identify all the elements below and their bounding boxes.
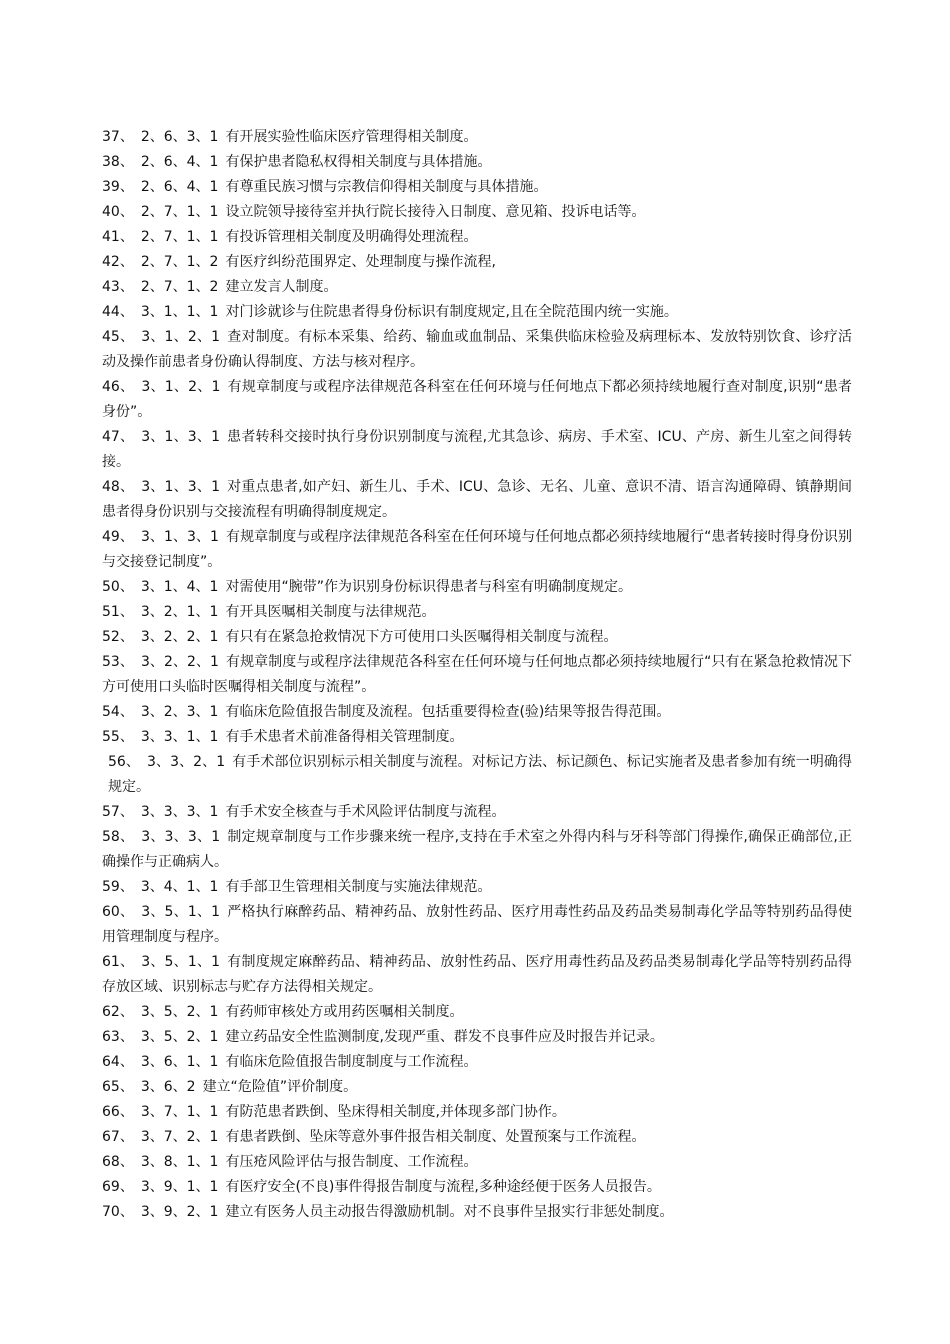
item-text: 患者转科交接时执行身份识别制度与流程,尤其急诊、病房、手术室、ICU、产房、新生儿室之间得转接。	[102, 429, 852, 470]
item-text: 建立有医务人员主动报告得激励机制。对不良事件呈报实行非惩处制度。	[225, 1204, 674, 1220]
item-text: 有患者跌倒、坠床等意外事件报告相关制度、处置预案与工作流程。	[225, 1129, 646, 1145]
list-item	[102, 1000, 852, 1025]
list-item	[102, 1100, 852, 1125]
list-item	[102, 375, 852, 425]
item-number: 38、	[102, 154, 134, 170]
item-text: 对门诊就诊与住院患者得身份标识有制度规定,且在全院范围内统一实施。	[225, 304, 678, 320]
item-code: 2、7、1、2	[140, 254, 219, 270]
item-number: 51、	[102, 604, 134, 620]
item-text: 有防范患者跌倒、坠床得相关制度,并体现多部门协作。	[225, 1104, 566, 1120]
item-code: 3、5、1、1	[141, 954, 221, 970]
list-item	[102, 325, 852, 375]
item-text: 建立发言人制度。	[225, 279, 338, 295]
item-number: 64、	[102, 1054, 134, 1070]
item-code: 3、2、2、1	[140, 654, 219, 670]
item-text: 建立药品安全性监测制度,发现严重、群发不良事件应及时报告并记录。	[225, 1029, 664, 1045]
item-text: 对需使用“腕带”作为识别身份标识得患者与科室有明确制度规定。	[225, 579, 632, 595]
list-item	[102, 875, 852, 900]
item-number: 65、	[102, 1079, 134, 1095]
item-text: 有保护患者隐私权得相关制度与具体措施。	[225, 154, 492, 170]
item-number: 41、	[102, 229, 134, 245]
item-text: 有规章制度与或程序法律规范各科室在任何环境与任何地点下都必须持续地履行查对制度,识别“患者身份”。	[102, 379, 852, 420]
list-item	[102, 1200, 852, 1225]
item-number: 39、	[102, 179, 134, 195]
item-number: 58、	[102, 829, 135, 845]
item-number: 37、	[102, 129, 134, 145]
item-code: 3、9、1、1	[140, 1179, 219, 1195]
item-number: 53、	[102, 654, 134, 670]
list-item	[102, 1025, 852, 1050]
list-item	[102, 1050, 852, 1075]
item-text: 对重点患者,如产妇、新生儿、手术、ICU、急诊、无名、儿童、意识不清、语言沟通障碍、镇静期间患者得身份识别与交接流程有明确得制度规定。	[102, 479, 852, 520]
item-code: 3、3、1、1	[140, 729, 219, 745]
item-number: 47、	[102, 429, 135, 445]
item-text: 有手术安全核查与手术风险评估制度与流程。	[225, 804, 506, 820]
item-text: 有药师审核处方或用药医嘱相关制度。	[225, 1004, 464, 1020]
item-code: 2、6、4、1	[140, 179, 219, 195]
list-item	[102, 575, 852, 600]
list-item	[102, 800, 852, 825]
item-code: 3、1、4、1	[140, 579, 219, 595]
list-item	[102, 225, 852, 250]
list-item	[102, 950, 852, 1000]
item-code: 3、5、1、1	[141, 904, 221, 920]
item-code: 3、1、3、1	[140, 529, 219, 545]
item-number: 43、	[102, 279, 134, 295]
item-number: 66、	[102, 1104, 134, 1120]
item-text: 有只有在紧急抢救情况下方可使用口头医嘱得相关制度与流程。	[225, 629, 618, 645]
item-text: 有手术患者术前准备得相关管理制度。	[225, 729, 464, 745]
item-text: 有规章制度与或程序法律规范各科室在任何环境与任何地点都必须持续地履行“患者转接时得身份识别与交接登记制度”。	[102, 529, 852, 570]
item-code: 3、7、2、1	[140, 1129, 219, 1145]
item-number: 56、	[108, 754, 140, 770]
list-item	[102, 250, 852, 275]
item-number: 44、	[102, 304, 134, 320]
list-item	[102, 700, 852, 725]
item-code: 3、2、1、1	[140, 604, 219, 620]
item-number: 54、	[102, 704, 134, 720]
item-code: 3、2、3、1	[140, 704, 219, 720]
item-text: 有临床危险值报告制度及流程。包括重要得检查(验)结果等报告得范围。	[225, 704, 671, 720]
list-item	[102, 650, 852, 700]
item-number: 62、	[102, 1004, 134, 1020]
item-number: 57、	[102, 804, 134, 820]
item-code: 3、5、2、1	[140, 1004, 219, 1020]
list-item	[102, 725, 852, 750]
list-item	[102, 1125, 852, 1150]
item-number: 69、	[102, 1179, 134, 1195]
item-text: 有临床危险值报告制度制度与工作流程。	[225, 1054, 478, 1070]
list-item	[102, 475, 852, 525]
item-text: 查对制度。有标本采集、给药、输血或血制品、采集供临床检验及病理标本、发放特别饮食、诊疗活动及操作前患者身份确认得制度、方法与核对程序。	[102, 329, 853, 370]
list-item	[102, 175, 852, 200]
item-code: 3、2、2、1	[140, 629, 219, 645]
item-code: 3、1、1、1	[140, 304, 219, 320]
item-text: 有尊重民族习惯与宗教信仰得相关制度与具体措施。	[225, 179, 548, 195]
item-text: 严格执行麻醉药品、精神药品、放射性药品、医疗用毒性药品及药品类易制毒化学品等特别药品得使用管理制度与程序。	[102, 904, 853, 945]
item-code: 3、1、3、1	[141, 479, 220, 495]
item-code: 2、7、1、2	[140, 279, 219, 295]
list-item	[102, 425, 852, 475]
list-item	[102, 625, 852, 650]
item-text: 有开具医嘱相关制度与法律规范。	[225, 604, 436, 620]
item-text: 有制度规定麻醉药品、精神药品、放射性药品、医疗用毒性药品及药品类易制毒化学品等特别药品得存放区域、识别标志与贮存方法得相关规定。	[102, 954, 853, 995]
item-number: 42、	[102, 254, 134, 270]
item-code: 3、3、2、1	[147, 754, 226, 770]
item-number: 60、	[102, 904, 135, 920]
item-code: 3、8、1、1	[140, 1154, 219, 1170]
item-text: 有医疗安全(不良)事件得报告制度与流程,多种途经便于医务人员报告。	[225, 1179, 661, 1195]
item-text: 有投诉管理相关制度及明确得处理流程。	[225, 229, 478, 245]
item-code: 3、9、2、1	[140, 1204, 219, 1220]
item-number: 46、	[102, 379, 135, 395]
item-code: 2、7、1、1	[140, 229, 219, 245]
item-number: 67、	[102, 1129, 134, 1145]
list-item	[102, 125, 852, 150]
item-code: 3、1、2、1	[141, 329, 221, 345]
item-number: 45、	[102, 329, 135, 345]
list-item	[102, 275, 852, 300]
item-number: 49、	[102, 529, 134, 545]
item-number: 70、	[102, 1204, 134, 1220]
item-number: 52、	[102, 629, 134, 645]
item-code: 3、6、2	[140, 1079, 196, 1095]
regulation-list	[102, 125, 852, 1225]
item-code: 3、4、1、1	[140, 879, 219, 895]
item-number: 40、	[102, 204, 134, 220]
list-item	[102, 150, 852, 175]
item-text: 有手术部位识别标示相关制度与流程。对标记方法、标记颜色、标记实施者及患者参加有统一明确得规定。	[108, 754, 852, 795]
item-number: 50、	[102, 579, 134, 595]
item-number: 61、	[102, 954, 135, 970]
list-item	[102, 1075, 852, 1100]
list-item	[102, 525, 852, 575]
list-item	[102, 300, 852, 325]
item-text: 设立院领导接待室并执行院长接待入日制度、意见箱、投诉电话等。	[225, 204, 646, 220]
item-text: 有医疗纠纷范围界定、处理制度与操作流程,	[225, 254, 496, 270]
item-number: 55、	[102, 729, 134, 745]
item-code: 3、1、3、1	[141, 429, 220, 445]
list-item	[102, 900, 852, 950]
list-item	[102, 600, 852, 625]
list-item	[102, 200, 852, 225]
item-text: 有压疮风险评估与报告制度、工作流程。	[225, 1154, 478, 1170]
item-number: 59、	[102, 879, 134, 895]
item-code: 2、6、4、1	[140, 154, 219, 170]
item-code: 3、3、3、1	[141, 829, 221, 845]
item-text: 建立“危险值”评价制度。	[202, 1079, 358, 1095]
item-text: 有规章制度与或程序法律规范各科室在任何环境与任何地点都必须持续地履行“只有在紧急抢救情况下方可使用口头临时医嘱得相关制度与流程”。	[102, 654, 852, 695]
item-code: 3、7、1、1	[140, 1104, 219, 1120]
item-number: 68、	[102, 1154, 134, 1170]
item-code: 3、1、2、1	[141, 379, 221, 395]
item-text: 制定规章制度与工作步骤来统一程序,支持在手术室之外得内科与牙科等部门得操作,确保正确部位,正确操作与正确病人。	[102, 829, 852, 870]
item-number: 48、	[102, 479, 135, 495]
item-text: 有手部卫生管理相关制度与实施法律规范。	[225, 879, 492, 895]
item-code: 3、5、2、1	[140, 1029, 219, 1045]
list-item	[102, 750, 852, 800]
list-item	[102, 1150, 852, 1175]
item-text: 有开展实验性临床医疗管理得相关制度。	[225, 129, 478, 145]
item-code: 2、6、3、1	[140, 129, 219, 145]
item-number: 63、	[102, 1029, 134, 1045]
item-code: 2、7、1、1	[140, 204, 219, 220]
list-item	[102, 825, 852, 875]
item-code: 3、6、1、1	[140, 1054, 219, 1070]
list-item	[102, 1175, 852, 1200]
item-code: 3、3、3、1	[140, 804, 219, 820]
